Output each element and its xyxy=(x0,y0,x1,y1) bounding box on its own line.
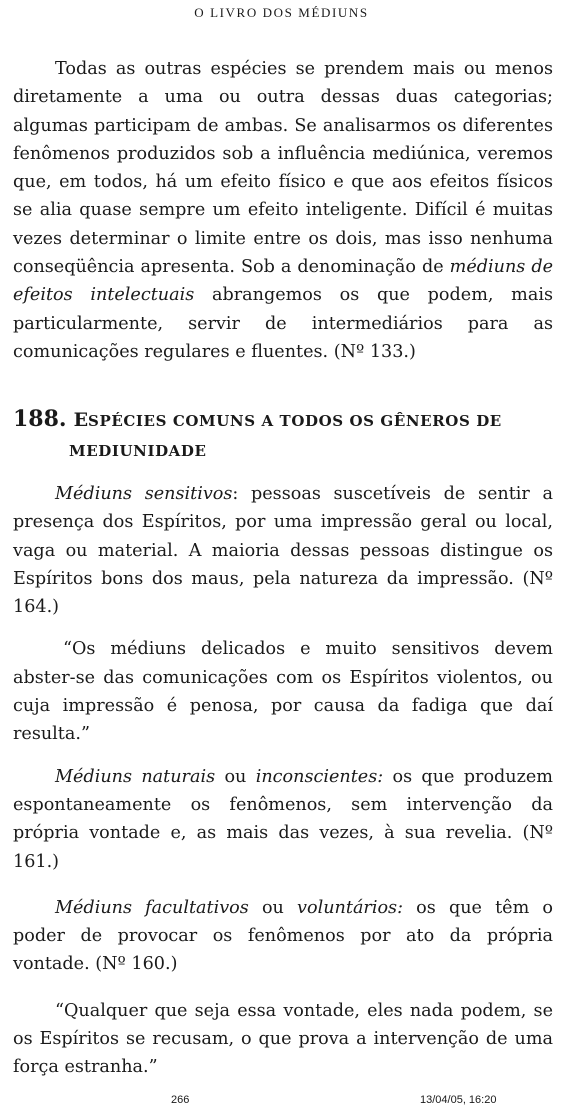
quote-sensitivos: “Os médiuns delicados e muito sensitivos devem abster-se das comunicações com os Espíritos violentos, ou cuja impressão é penosa, por causa da fadiga que daí resulta.” xyxy=(13,639,553,745)
paragraph-naturais xyxy=(13,763,553,876)
text-sensitivos: : pessoas suscetíveis de sentir a presença dos Espíritos, por uma impressão geral ou local, vaga ou material. A maioria dessas pessoas distingue os Espíritos bons dos maus, pela natureza da impressão. (Nº 164.) xyxy=(13,484,553,618)
section-heading xyxy=(13,404,553,466)
section-title-line2: MEDIUNIDADE xyxy=(69,442,207,460)
section-title-initial: E xyxy=(73,409,89,431)
section-body xyxy=(13,480,553,1082)
intro-text-b: abrangemos os que podem, mais particularmente, servir de intermediários para as comunicações regulares e fluentes. (Nº 133.) xyxy=(13,285,554,362)
page-number: 266 xyxy=(171,1094,190,1106)
print-timestamp: 13/04/05, 16:20 xyxy=(420,1094,497,1106)
intro-paragraph xyxy=(13,55,553,366)
term-inconscientes: inconscientes: xyxy=(255,766,384,787)
intro-text-a: Todas as outras espécies se prendem mais ou menos diretamente a uma ou outra dessas duas categorias; algumas participam de ambas. Se analisarmos os diferentes fenômenos produzidos sob a influência mediúnica, veremos que, em todos, há um efeito físico e que aos efeitos físicos se alia quase sempre um efeito inteligente. Difícil é muitas vezes determinar o limite entre os dois, mas isso nenhuma conseqüência apresenta. Sob a denominação de xyxy=(13,59,553,278)
quote-facultativos: “Qualquer que seja essa vontade, eles nada podem, se os Espíritos se recusam, o que prova a intervenção de uma força estranha.” xyxy=(13,1000,553,1078)
running-head: O LIVRO DOS MÉDIUNS xyxy=(194,5,369,20)
connector-facultativos: ou xyxy=(261,897,284,918)
text-facultativos: os que têm o poder de provocar os fenômenos por ato da própria vontade. (Nº 160.) xyxy=(13,897,554,975)
paragraph-sensitivos xyxy=(13,480,553,621)
intro-italic-term: médiuns de efeitos intelectuais xyxy=(13,257,553,306)
connector-naturais: ou xyxy=(224,766,247,787)
term-voluntarios: voluntários: xyxy=(297,897,404,918)
section-number: 188. xyxy=(13,406,67,432)
paragraph-facultativos xyxy=(13,894,553,979)
term-sensitivos: Médiuns sensitivos xyxy=(55,484,233,504)
intro-block xyxy=(13,55,553,366)
text-naturais: os que produzem espontaneamente os fenômenos, sem intervenção da própria vontade e, as mais das vezes, à sua revelia. (Nº 161.) xyxy=(13,766,553,872)
term-facultativos: Médiuns facultativos xyxy=(55,897,249,918)
term-naturais: Médiuns naturais xyxy=(55,766,216,787)
section-title-line1: SPÉCIES COMUNS A TODOS OS GÊNEROS DE xyxy=(88,412,502,430)
